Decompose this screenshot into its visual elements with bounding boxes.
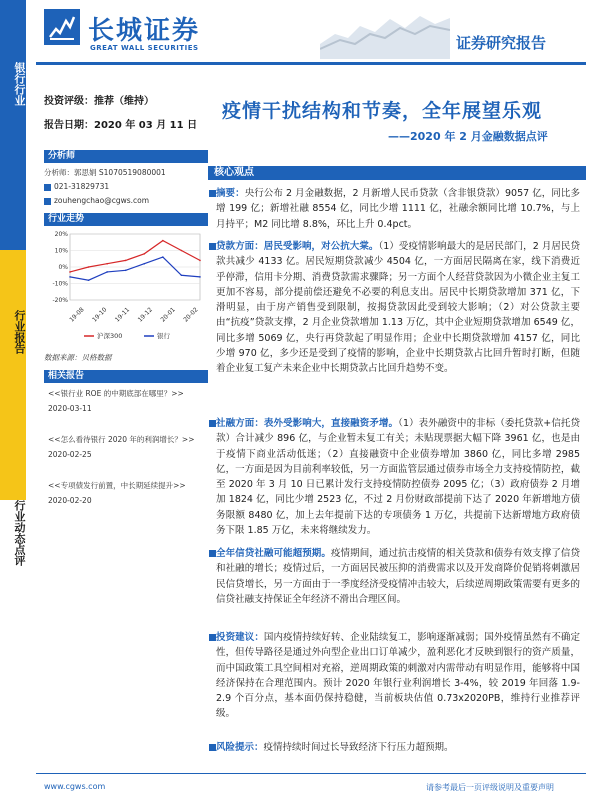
header-divider — [36, 62, 586, 65]
x-tick-label: 20-02 — [182, 306, 200, 324]
related-report-date: 2020-02-25 — [48, 450, 92, 459]
chart-source: 数据来源：贝格数据 — [44, 353, 112, 362]
data-point — [106, 263, 108, 265]
analyst-email[interactable]: zouhengchao@cgws.com — [54, 196, 150, 205]
core-heading: 核心观点 — [208, 166, 586, 180]
core-paragraph — [216, 630, 580, 722]
core-paragraph — [216, 546, 580, 607]
paragraph-lead: 风险提示： — [216, 742, 264, 753]
phone-icon — [44, 184, 51, 191]
bullet-icon — [209, 744, 216, 751]
strip-block-bottom — [0, 500, 26, 800]
x-tick-label: 19-11 — [113, 306, 132, 324]
y-tick-label: -10% — [52, 280, 68, 288]
analyst-email-row — [44, 196, 149, 205]
paragraph-text: （1）表外融资中的非标（委托贷款+信托贷款）合计减少 896 亿，与企业暂未复工有关；未贴现票据大幅下降 3961 亿，也是由于疫情下商业活动低迷；（2）直接融资中企业债券增加 3860 亿，同比多增 2985 亿，一方面是因为目前利率较低，另一方面监管层通过债券市场全力支持疫情防控，截至 2020 年 3 月 10 日已累计发行支持疫情防控债券 2095 亿；（3）政府债券 2 月增加 1824 亿，同比少增 2523 亿，不过 2 月份财政部提前下达了 2020 年新增地方债务限额 8480 亿，加上去年提前下达的专项债务 1 万亿，共提前下达新增地方政府债务下限 1.85 万亿，未来将继续发力。 — [216, 418, 580, 537]
data-point — [143, 253, 145, 255]
related-report-date: 2020-02-20 — [48, 496, 92, 505]
great-wall-image — [320, 4, 450, 59]
strip-block-top — [0, 0, 26, 250]
data-point — [125, 260, 127, 262]
analyst-phone: 021-31829731 — [54, 182, 110, 191]
y-tick-label: -20% — [52, 297, 68, 304]
paragraph-lead: 全年信贷社融可能超预期。 — [216, 548, 331, 559]
strip-label-middle: 行业报告 — [13, 310, 26, 354]
data-point — [88, 266, 90, 268]
legend-label: 银行 — [157, 332, 170, 340]
report-type: 证券研究报告 — [456, 34, 547, 52]
page-subtitle: ——2020 年 2 月金融数据点评 — [388, 130, 548, 143]
y-tick-label: 20% — [54, 231, 68, 238]
paragraph-text: 疫情持续时间过长导致经济下行压力超预期。 — [263, 742, 454, 753]
data-point — [125, 270, 127, 272]
data-point — [181, 250, 183, 252]
trend-heading: 行业走势 — [44, 213, 208, 226]
paragraph-text: 国内疫情持续好转、企业陆续复工，影响逐渐减弱；国外疫情虽然有不确定性，但传导路径是通过外向型企业出口订单减少，盈利恶化才反映到银行的资产质量，而中国政策工具空间相对充裕，逆周期政策的刺激对内需带动有明显作用，能够将中国经济保持在合理范围内。预计 2020 年银行业利润增长 3-4%，较 2019 年回落 1.9-2.9 个百分点，基本面仍保持稳健，当前板块估值 0.73x2020PB，维持行业推荐评级。 — [216, 632, 580, 720]
series-line-bank — [70, 257, 200, 280]
rating: 投资评级：推荐（维持） — [44, 96, 154, 107]
y-tick-label: 0% — [58, 264, 68, 271]
data-point — [162, 256, 164, 258]
report-header — [0, 0, 600, 62]
y-tick-label: 10% — [54, 247, 68, 255]
strip-label-top: 银行行业 — [13, 62, 26, 106]
related-report-title[interactable]: <<怎么看待银行 2020 年的利润增长？>> — [48, 435, 195, 444]
analyst-heading: 分析师 — [44, 150, 208, 163]
strip-block-middle — [0, 250, 26, 500]
bullet-icon — [209, 634, 216, 641]
data-point — [181, 274, 183, 276]
strip-label-bottom: 行业动态点评 — [13, 500, 26, 566]
core-paragraph — [216, 239, 580, 377]
data-point — [199, 260, 201, 262]
left-category-strip — [0, 0, 26, 800]
x-tick-label: 20-01 — [159, 306, 177, 324]
data-point — [162, 240, 164, 242]
bullet-icon — [209, 190, 216, 197]
x-tick-label: 19-08 — [68, 306, 86, 324]
paragraph-lead: 社融方面：表外受影响大，直接融资矛增。 — [216, 418, 399, 429]
logo-icon — [44, 9, 80, 45]
page-title: 疫情干扰结构和节奏，全年展望乐观 — [222, 100, 543, 122]
footer-note: 请参考最后一页评级说明及重要声明 — [426, 783, 554, 792]
email-icon — [44, 198, 51, 205]
related-report-title[interactable]: <<银行业 ROE 的中期底部在哪里？>> — [48, 389, 184, 398]
core-paragraph — [216, 416, 580, 538]
data-point — [69, 271, 71, 273]
report-date: 报告日期：2020 年 03 月 11 日 — [44, 120, 198, 131]
x-tick-label: 19-12 — [136, 306, 154, 324]
data-point — [199, 276, 201, 278]
data-point — [69, 276, 71, 278]
trend-chart — [44, 228, 204, 348]
paragraph-lead: 贷款方面：居民受影响，对公抗大棠。 — [216, 241, 379, 252]
footer-url[interactable]: www.cgws.com — [44, 782, 106, 791]
paragraph-lead: 投资建议： — [216, 632, 264, 643]
analyst-phone-row — [44, 182, 109, 191]
paragraph-text: 疫情期间，通过抗击疫情的相关贷款和债券有效支撑了信贷和社融的增长；疫情过后，一方面居民被压抑的消费需求以及开发商降价促销将刺激居民信贷增长，另一方面由于一季度经济受疫情冲击较大，后续逆周期政策需要有更多的信贷社融支持保证全年经济不滑出合理区间。 — [216, 548, 580, 605]
core-paragraph — [216, 740, 580, 755]
data-point — [88, 279, 90, 281]
paragraph-lead: 摘要： — [216, 188, 245, 199]
related-report-title[interactable]: <<专项债发行前置，中长期延续提升>> — [48, 481, 186, 490]
logo-english: GREAT WALL SECURITIES — [90, 44, 199, 52]
bullet-icon — [209, 243, 216, 250]
data-point — [143, 263, 145, 265]
legend-label: 沪深300 — [97, 332, 123, 340]
data-point — [106, 271, 108, 273]
core-paragraph — [216, 186, 580, 232]
bullet-icon — [209, 420, 216, 427]
footer-divider — [36, 773, 586, 774]
related-report-date: 2020-03-11 — [48, 404, 92, 413]
x-tick-label: 19-10 — [91, 306, 109, 324]
logo-text: 长城证券 — [88, 16, 201, 46]
paragraph-text: 央行公布 2 月金融数据，2 月新增人民币贷款（含非银贷款）9057 亿，同比多增 199 亿；新增社融 8554 亿，同比少增 1111 亿，社融余额同比增 10.7%，与上月持平；M2 同比增 8.8%，环比上升 0.4pct。 — [216, 188, 580, 230]
analyst-name: 分析师：郭思娟 S1070519080001 — [44, 168, 166, 177]
paragraph-text: （1）受疫情影响最大的是居民部门，2 月居民贷款共减少 4133 亿。居民短期贷款减少 4504 亿，一方面居民隔离在家，线下消费近乎停滞，信用卡分期、消费贷款需求骤降；另一方面个人经营贷款因为小微企业主复工更加不容易，部分提前偿还避免不必要的利息支出。居民中长期贷款增加 371 亿，下滑明显，由于房产销售受到限制，按揭贷款因此受到较大影响；（2）对公贷款主要由“抗疫”贷款支撑，2 月企业贷款增加 1.13 万亿，其中企业短期贷款增加 6549 亿，同比多增 5069 亿，央行再贷款起了明显作用；企业中长期贷款增加 4157 亿，同比少增 970 亿，多少还是受到了疫情的影响，企业中长期贷款占比回升暂时打断，但随着企业复工复产未来企业中长期贷款占比回升趋势不变。 — [216, 241, 580, 375]
related-heading: 相关报告 — [44, 370, 208, 383]
bullet-icon — [209, 550, 216, 557]
